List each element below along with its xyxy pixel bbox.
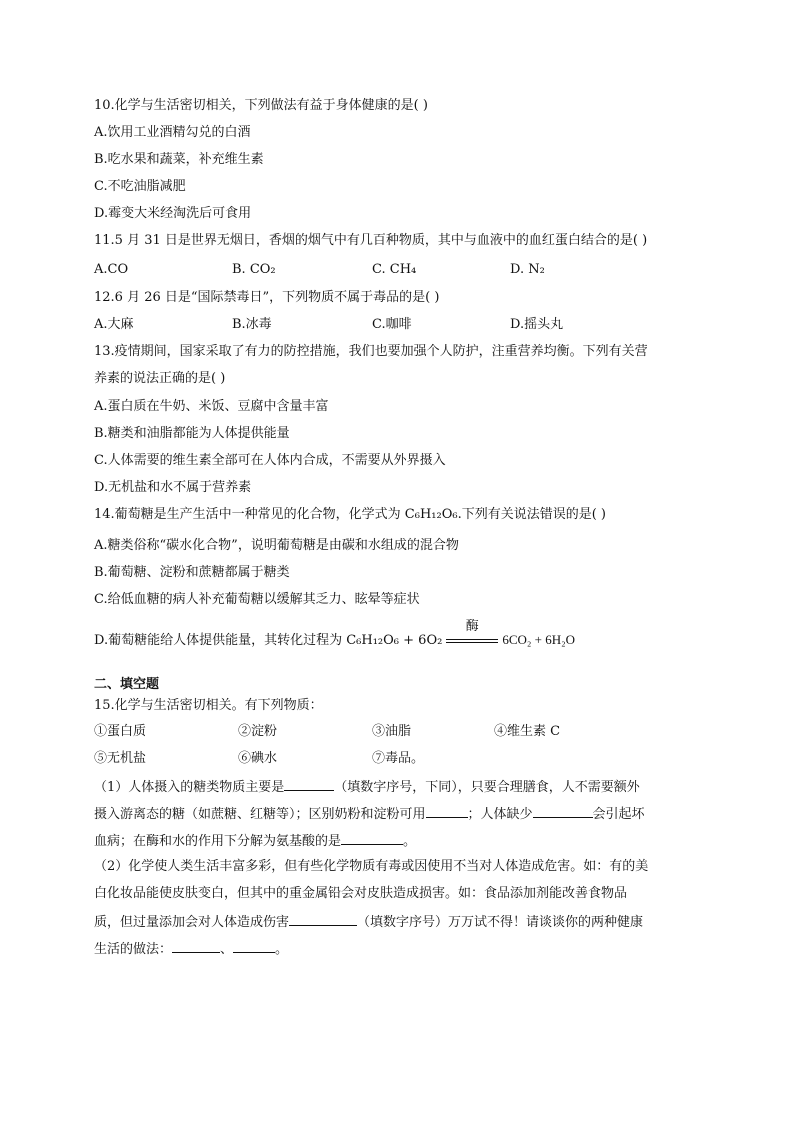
answer-blank-3[interactable] [533,803,593,818]
q13-stem-line1: 13.疫情期间，国家采取了有力的防控措施，我们也要加强个人防护，注重营养均衡。下列有关营 [94,344,648,359]
q11-stem: 11.5 月 31 日是世界无烟日，香烟的烟气中有几百种物质，其中与血液中的血红蛋白结合的是( ) [94,233,648,248]
q15-part2-line4 [94,938,288,960]
q15-part1-text: （填数字序号，下同），只要合理膳食，人不需要额外 [334,780,640,795]
q13-option-a: A.蛋白质在牛奶、米饭、豆腐中含量丰富 [94,399,329,414]
q15-part1-line1 [94,776,640,798]
q10-option-d: D.霉变大米经淘洗后可食用 [94,206,252,221]
q15-part2-text: 生活的做法： [94,942,173,957]
q15-item-1: ①蛋白质 [94,724,147,739]
answer-blank-1[interactable] [284,776,334,791]
q14-option-c: C.给低血糖的病人补充葡萄糖以缓解其乏力、眩晕等症状 [94,592,420,607]
q12-option-d: D.摇头丸 [510,317,564,332]
q15-part2-line2: 白化妆品能使皮肤变白，但其中的重金属铅会对皮肤造成损害。如：食品添加剂能改善食物品 [94,886,628,901]
q11-option-d: D. N₂ [510,262,545,277]
q13-option-b: B.糖类和油脂都能为人体提供能量 [94,426,290,441]
q11-option-c: C. CH₄ [372,262,417,277]
section-title: 二、填空题 [94,677,160,692]
q10-stem: 10.化学与生活密切相关，下列做法有益于身体健康的是( ) [94,98,428,113]
q15-item-4: ④维生素 C [494,724,561,739]
q12-stem: 12.6 月 26 日是“国际禁毒日”，下列物质不属于毒品的是( ) [94,290,440,305]
q15-part1-text: 摄入游离态的糖（如蔗糖、红糖等）；区别奶粉和淀粉可用 [94,807,426,822]
q11-option-b: B. CO₂ [232,262,276,277]
q15-part1-text: 血病；在酶和水的作用下分解为氨基酸的是 [94,834,342,849]
q15-part2-line3 [94,911,643,933]
q15-part2-text: 、 [220,942,234,957]
q14-option-d-prefix: D.葡萄糖能给人体提供能量，其转化过程为 C₆H₁₂O₆ + 6O₂ [94,633,443,648]
q15-part1-line2 [94,803,645,825]
q15-item-2: ②淀粉 [238,724,278,739]
q14-option-a: A.糖类俗称“碳水化合物”，说明葡萄糖是由碳和水组成的混合物 [94,538,459,553]
q15-item-6: ⑥碘水 [238,751,278,766]
equals-line-bottom [446,642,498,643]
q14-option-d [94,618,576,651]
q15-part1-text: 。 [403,834,417,849]
q12-option-a: A.大麻 [94,317,134,332]
answer-blank-7[interactable] [233,938,275,953]
q15-item-3: ③油脂 [372,724,412,739]
q13-stem-line2: 养素的说法正确的是( ) [94,371,226,386]
q15-part2-text: （填数字序号）万万试不得！请谈谈你的两种健康 [357,915,644,930]
q15-part1-text: ；人体缺少 [467,807,533,822]
q15-item-5: ⑤无机盐 [94,751,147,766]
q15-item-7: ⑦毒品。 [372,751,425,766]
q14-stem: 14.葡萄糖是生产生活中一种常见的化合物，化学式为 C₆H₁₂O₆.下列有关说法错误的是( ) [94,507,607,522]
q10-option-a: A.饮用工业酒精勾兑的白酒 [94,125,251,140]
q15-part2-text: 质，但过量添加会对人体造成伤害 [94,915,290,930]
answer-blank-6[interactable] [172,938,220,953]
q12-option-b: B.冰毒 [232,317,272,332]
q12-option-c: C.咖啡 [372,317,412,332]
equals-line-top [446,639,498,640]
q15-part2-text: 。 [275,942,289,957]
answer-blank-5[interactable] [289,911,357,926]
q15-part2-line1: （2）化学使人类生活丰富多彩，但有些化学物质有毒或因使用不当对人体造成危害。如：有的美 [94,859,649,874]
q11-option-a: A.CO [94,262,129,277]
q10-option-c: C.不吃油脂减肥 [94,179,186,194]
q13-option-d: D.无机盐和水不属于营养素 [94,480,252,495]
catalyst-label: 酶 [465,618,479,633]
q15-part1-text: （1）人体摄入的糖类物质主要是 [94,780,285,795]
q13-option-c: C.人体需要的维生素全部可在人体内合成，不需要从外界摄入 [94,453,446,468]
reaction-arrow [444,618,500,650]
q14-option-d-suffix: 6CO₂ + 6H₂O [502,632,576,647]
answer-blank-2[interactable] [426,803,468,818]
q15-part1-text: 会引起坏 [592,807,645,822]
answer-blank-4[interactable] [341,830,403,845]
q10-option-b: B.吃水果和蔬菜，补充维生素 [94,152,264,167]
q15-part1-line3 [94,830,416,852]
q14-option-b: B.葡萄糖、淀粉和蔗糖都属于糖类 [94,565,290,580]
q15-stem: 15.化学与生活密切相关。有下列物质： [94,698,323,713]
